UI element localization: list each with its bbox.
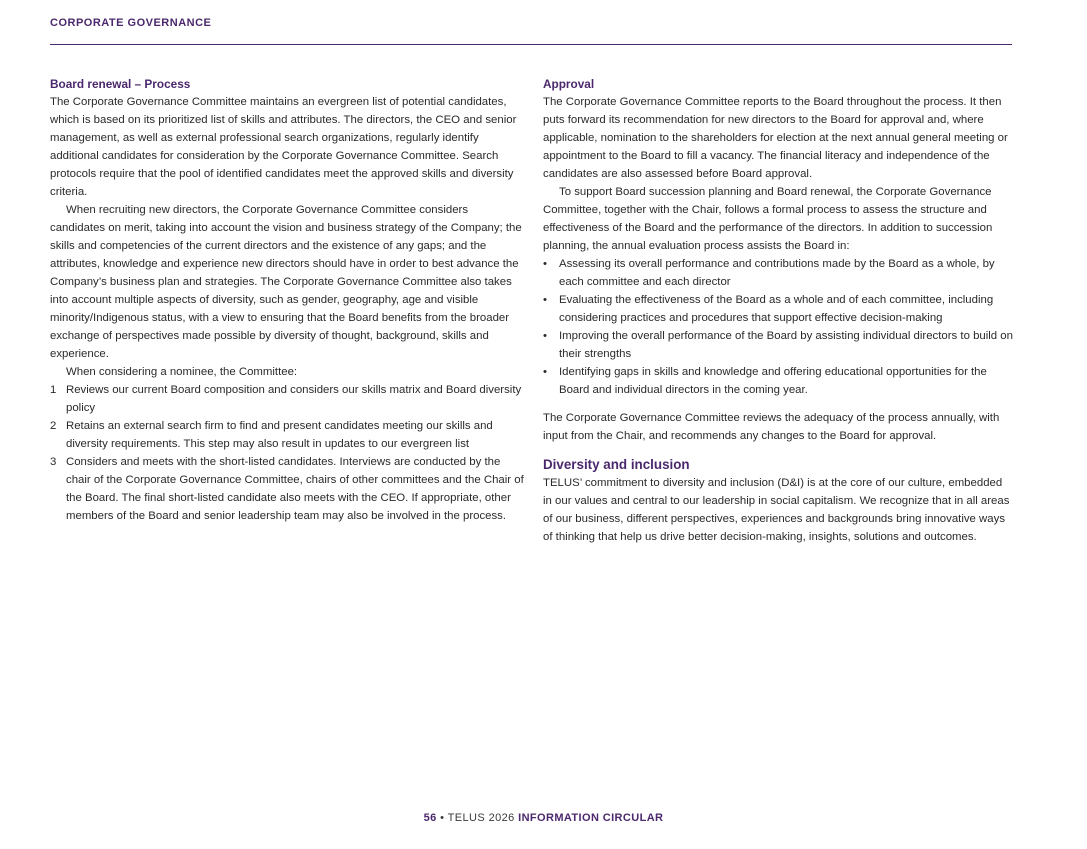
bullet-text: Improving the overall performance of the Board by assisting individual directors to build on their strengths — [559, 330, 1013, 360]
bullet-icon: • — [543, 330, 547, 342]
header-divider — [50, 44, 1012, 45]
diversity-inclusion-heading: Diversity and inclusion — [543, 457, 690, 472]
bullet-icon: • — [543, 258, 547, 270]
approval-paragraph-2: To support Board succession planning and Board renewal, the Corporate Governance Committee, together with the Chair, follows a formal process to assess the structure and effectiveness of the Board and the performance of the directors. In addition to succession planning, the annual evaluation process assists the Board in: — [543, 186, 993, 252]
board-renewal-paragraph-2: When recruiting new directors, the Corporate Governance Committee considers candidates on merit, taking into account the vision and business strategy of the Company; the skills and competencies of the current directors and the existence of any gaps; and the attributes, knowledge and experience new directors should have in order to best advance the Company’s business plan and strategies. The Corporate Governance Committee also takes into account multiple aspects of diversity, such as gender, geography, age and visible minority/Indigenous status, with a view to ensuring that the Board benefits from the broader exchange of perspectives made possible by diversity of thought, background, skills and experience. — [50, 204, 522, 360]
approval-heading: Approval — [543, 77, 595, 91]
approval-paragraph-3: The Corporate Governance Committee reviews the adequacy of the process annually, with input from the Chair, and recommends any changes to the Board for approval. — [543, 412, 1000, 442]
bullet-text: Assessing its overall performance and contributions made by the Board as a whole, by each committee and each director — [559, 258, 995, 288]
step-number: 2 — [50, 420, 57, 432]
board-renewal-paragraph-3: When considering a nominee, the Committee: — [66, 366, 298, 378]
footer-brand: TELUS 2026 — [447, 812, 515, 824]
step-text: Reviews our current Board composition and considers our skills matrix and Board diversity policy — [66, 384, 522, 414]
left-column — [50, 75, 524, 525]
list-item — [50, 417, 524, 453]
page-footer — [0, 812, 1087, 824]
list-item — [543, 363, 1013, 399]
list-item — [543, 255, 1013, 291]
bullet-icon: • — [543, 366, 547, 378]
step-text: Considers and meets with the short-listed candidates. Interviews are conducted by the chair of the Corporate Governance Committee, chairs of other committees and the Chair of the Board. The final short-listed candidate also meets with the CEO. If appropriate, other members of the Board and senior leadership team may also be involved in the process. — [66, 456, 524, 522]
board-renewal-paragraph-1: The Corporate Governance Committee maintains an evergreen list of potential candidates, which is based on its prioritized list of skills and attributes. The directors, the CEO and senior management, as well as external professional search organizations, regularly identify additional candidates for consideration by the Corporate Governance Committee. Search protocols require that the pool of identified candidates meet the approved skills and diversity criteria. — [50, 96, 517, 198]
evaluation-bullet-list — [543, 255, 1013, 399]
bullet-icon: • — [543, 294, 547, 306]
bullet-text: Evaluating the effectiveness of the Board as a whole and of each committee, including considering practices and procedures that support effective decision-making — [559, 294, 994, 324]
section-header: CORPORATE GOVERNANCE — [50, 17, 212, 29]
step-number: 3 — [50, 456, 57, 468]
nominee-steps-list — [50, 381, 524, 525]
page-number: 56 — [423, 812, 437, 824]
approval-paragraph-1: The Corporate Governance Committee reports to the Board throughout the process. It then puts forward its recommendation for new directors to the Board for approval and, where applicable, nomination to the shareholders for election at the next annual general meeting or appointment to the Board to fill a vacancy. The financial literacy and independence of the candidates are also assessed before Board approval. — [543, 96, 1008, 180]
list-item — [543, 291, 1013, 327]
diversity-inclusion-paragraph: TELUS’ commitment to diversity and inclusion (D&I) is at the core of our culture, embedded in our values and central to our leadership in social capitalism. We recognize that in all areas of our business, different perspectives, experiences and backgrounds bring innovative ways of thinking that help us drive better decision-making, insights, solutions and outcomes. — [543, 477, 1010, 543]
list-item — [50, 453, 524, 525]
board-renewal-heading: Board renewal – Process — [50, 77, 191, 91]
list-item — [50, 381, 524, 417]
list-item — [543, 327, 1013, 363]
footer-separator: • — [440, 812, 445, 824]
footer-document-title: INFORMATION CIRCULAR — [518, 812, 664, 824]
bullet-text: Identifying gaps in skills and knowledge and offering educational opportunities for the Board and individual directors in the coming year. — [559, 366, 987, 396]
right-column — [543, 75, 1013, 546]
step-number: 1 — [50, 384, 57, 396]
step-text: Retains an external search firm to find and present candidates meeting our skills and diversity requirements. This step may also result in updates to our evergreen list — [66, 420, 493, 450]
